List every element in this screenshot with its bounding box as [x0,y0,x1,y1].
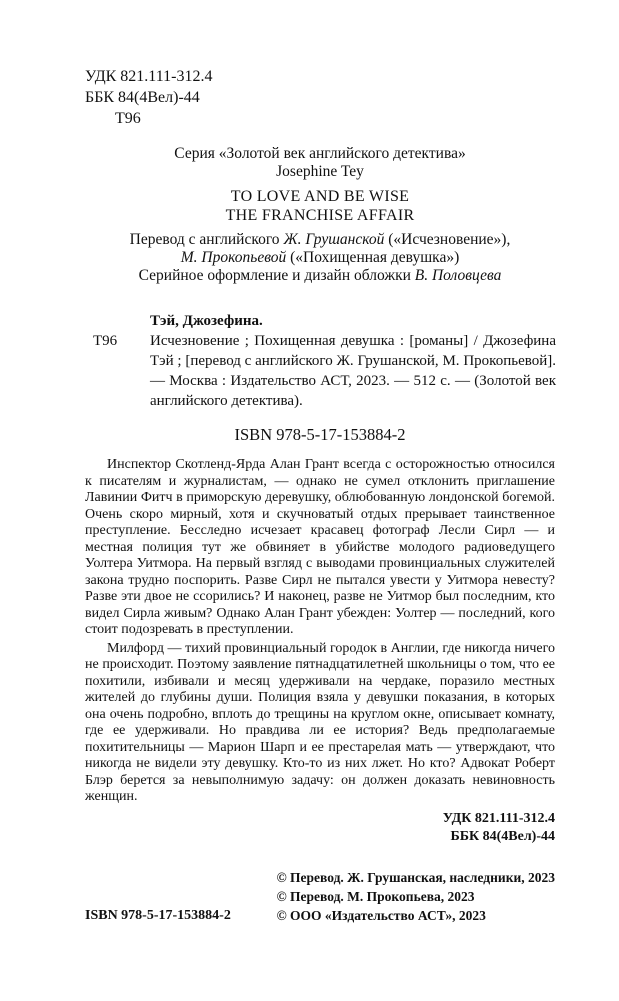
annotation-paragraph-2: Милфорд — тихий провинциальный городок в Англии, где никогда ничего не происходит. Поэтому заявление пятнадцатилетней школьницы о том, что ее похитили, избивали и месяц удерживали на чердаке, поразило местных жителей до глубины души. Полиция взяла у девушки показания, в которых она очень подробно, вплоть до трещины на круглом окне, описывает комнату, где ее удерживали. Но правдива ли ее история? Ведь предполагаемые похитительницы — Марион Шарп и ее престарелая мать — утверждают, что никогда не видели эту девушку. Кто-то из них лжет. Но кто? Адвокат Роберт Блэр берется за невыполнимую задачу: он должен доказать невиновность женщин. [85,640,555,804]
translation-suffix-2: («Похищенная девушка») [286,249,460,266]
bibliographic-record [85,311,555,411]
biblio-author: Тэй, Джозефина. [150,313,263,329]
author-sign-label: Т96 [93,333,118,349]
annotation-paragraph-1: Инспектор Скотленд-Ярда Алан Грант всегда с осторожностью относился к писателям и журналистам, — однако не сумел отклонить приглашение Лавинии Фитч в приморскую деревушку, облюбованную лондонской богемой. Очень скоро мирный, хотя и скучноватый отдых прерывает таинственное преступление. Бесследно исчезает красавец фотограф Лесли Сирл — и местная полиция тут же обвиняет в убийстве молодого радиоведущего Уолтера Уитмора. На первый взгляд с выводами провинциальных служителей закона трудно поспорить. Разве Сирл не пытался увести у Уитмора невесту? Разве эти двое не ссорились? И наконец, разве не Уитмор был последним, кто видел Сирла живым? Однако Алан Грант убежден: Уолтер — последний, кого стоит подозревать в преступлении. [85,457,555,637]
udk-bottom: УДК 821.111-312.4 [442,810,555,826]
copyright-block [277,868,555,925]
annotation [85,457,555,806]
bbk-top: ББК 84(4Вел)-44 [85,89,200,106]
design-prefix: Серийное оформление и дизайн обложки [138,267,415,284]
isbn-middle: ISBN 978-5-17-153884-2 [234,425,406,444]
bbk-bottom: ББК 84(4Вел)-44 [450,828,555,844]
designer-name: В. Половцева [414,267,502,284]
title-en-2: THE FRANCHISE AFFAIR [225,207,415,224]
copyright-line-2: © Перевод. М. Прокопьева, 2023 [276,888,475,904]
author-en: Josephine Tey [276,163,364,180]
series-line: Серия «Золотой век английского детектива» [174,145,466,162]
biblio-entry: Исчезновение ; Похищенная девушка : [романы] / Джозефина Тэй ; [перевод с английского Ж. Грушанской, М. Прокопьевой]. — Москва : Издательство АСТ, 2023. — 512 с. — (Золотой век английского детектива). [150,333,556,409]
biblio-entry-wrap [85,331,555,411]
copyright-line-1: © Перевод. Ж. Грушанская, наследники, 2023 [276,869,555,885]
translator-name-2: М. Прокопьевой [180,249,287,266]
title-en-1: TO LOVE AND BE WISE [230,188,410,205]
isbn-bottom: ISBN 978-5-17-153884-2 [85,907,231,923]
copyright-line-3: © ООО «Издательство АСТ», 2023 [276,907,486,923]
translation-suffix-1: («Исчезновение»), [384,231,511,248]
translation-credit-line-1 [85,231,555,249]
translation-credit-line-2 [85,249,555,267]
translator-name-1: Ж. Грушанской [283,231,385,248]
author-sign-top: Т96 [115,110,141,127]
series-block [85,145,555,285]
udk-top: УДК 821.111-312.4 [85,68,213,85]
design-credit-line [85,267,555,285]
top-codes [85,66,555,129]
bottom-row [85,868,555,925]
translation-prefix: Перевод с английского [129,231,284,248]
bottom-codes [85,810,555,846]
